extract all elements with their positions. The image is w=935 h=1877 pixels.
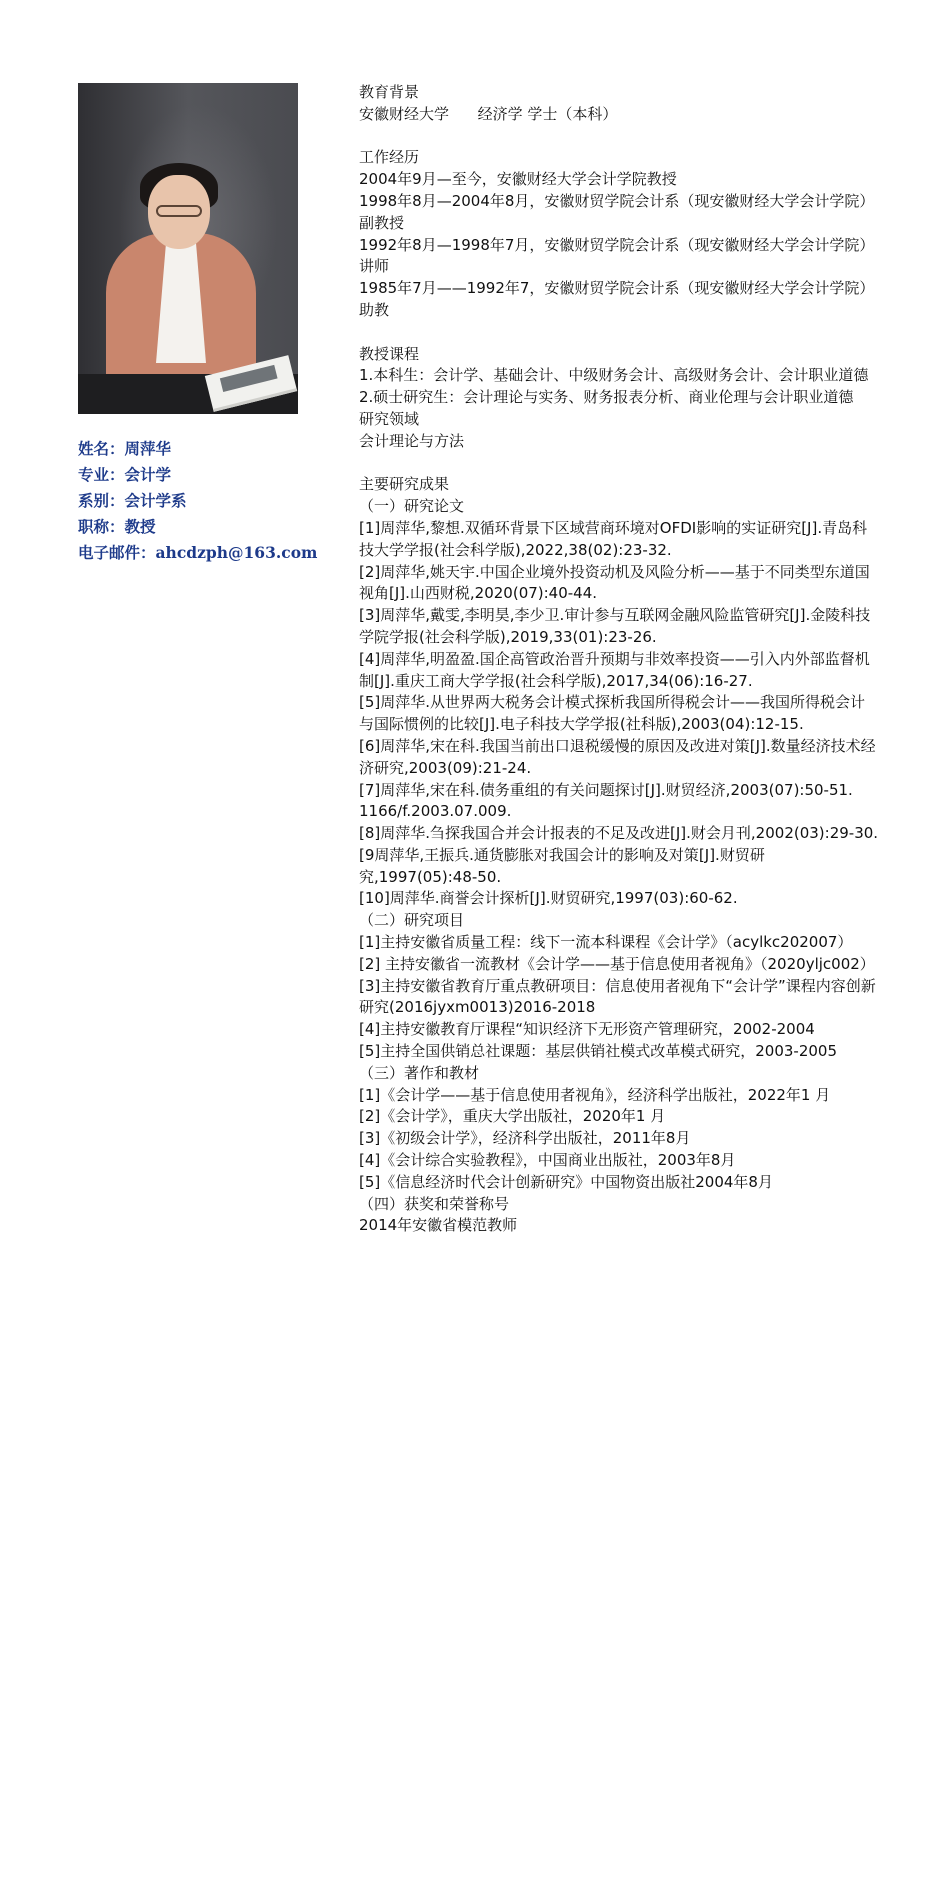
book-item: [4]《会计综合实验教程》，中国商业出版社，2003年8月 xyxy=(359,1151,736,1170)
paper-item: [10]周萍华.商誉会计探析[J].财贸研究,1997(03):60-62. xyxy=(359,889,738,908)
project-item: [3]主持安徽省教育厅重点教研项目：信息使用者视角下“会计学”课程内容创新研究(2016jyxm0013)2016-2018 xyxy=(359,976,876,1017)
research-line: 会计理论与方法 xyxy=(359,431,465,450)
courses-heading: 教授课程 xyxy=(359,344,420,363)
main-content xyxy=(359,82,879,1237)
education-heading: 教育背景 xyxy=(359,83,420,101)
book-item: [2]《会计学》，重庆大学出版社，2020年1 月 xyxy=(359,1107,666,1126)
paper-item: [8]周萍华.刍探我国合并会计报表的不足及改进[J].财会月刊,2002(03):29-30. xyxy=(359,824,879,843)
research-heading: 研究领域 xyxy=(359,409,420,428)
education-line: 安徽财经大学 经济学 学士（本科） xyxy=(359,104,618,123)
awards-heading: （四）获奖和荣誉称号 xyxy=(359,1194,510,1213)
course-item: 1.本科生：会计学、基础会计、中级财务会计、高级财务会计、会计职业道德 xyxy=(359,366,869,385)
projects-list xyxy=(359,932,879,1063)
books-heading: （三）著作和教材 xyxy=(359,1063,480,1082)
book-item: [5]《信息经济时代会计创新研究》中国物资出版社2004年8月 xyxy=(359,1172,773,1191)
work-list xyxy=(359,169,879,322)
paper-item: [4]周萍华,明盈盈.国企高管政治晋升预期与非效率投资——引入内外部监督机制[J].重庆工商大学学报(社会科学版),2017,34(06):16-27. xyxy=(359,649,870,690)
papers-list xyxy=(359,518,879,910)
books-list xyxy=(359,1085,879,1194)
paper-item: [9周萍华,王振兵.通货膨胀对我国会计的影响及对策[J].财贸研究,1997(05):48-50. xyxy=(359,845,765,886)
paper-item: [7]周萍华,宋在科.债务重组的有关问题探讨[J].财贸经济,2003(07):50-51. 1166/f.2003.07.009. xyxy=(359,780,853,821)
work-item: 2004年9月—至今，安徽财经大学会计学院教授 xyxy=(359,170,677,189)
papers-heading: （一）研究论文 xyxy=(359,497,465,516)
profile-info xyxy=(78,436,338,566)
info-major: 专业：会计学 xyxy=(78,465,172,484)
info-department: 系别：会计学系 xyxy=(78,491,187,510)
paper-item: [6]周萍华,宋在科.我国当前出口退税缓慢的原因及改进对策[J].数量经济技术经济研究,2003(09):21-24. xyxy=(359,736,876,777)
work-heading: 工作经历 xyxy=(359,148,420,167)
project-item: [5]主持全国供销总社课题：基层供销社模式改革模式研究，2003-2005 xyxy=(359,1042,838,1061)
projects-heading: （二）研究项目 xyxy=(359,911,465,930)
info-name: 姓名：周萍华 xyxy=(78,439,172,458)
email-link[interactable]: ahcdzph@163.com xyxy=(155,543,318,562)
project-item: [1]主持安徽省质量工程：线下一流本科课程《会计学》（acylkc202007） xyxy=(359,933,853,952)
work-item: 1992年8月—1998年7月，安徽财贸学院会计系（现安徽财经大学会计学院）讲师 xyxy=(359,235,875,276)
project-item: [2] 主持安徽省一流教材《会计学——基于信息使用者视角》（2020yljc002） xyxy=(359,954,875,973)
info-title: 职称：教授 xyxy=(78,517,156,536)
profile-sidebar xyxy=(78,83,338,566)
profile-photo xyxy=(78,83,298,414)
book-item: [3]《初级会计学》，经济科学出版社，2011年8月 xyxy=(359,1129,691,1148)
paper-item: [5]周萍华.从世界两大税务会计模式探析我国所得税会计——我国所得税会计与国际惯例的比较[J].电子科技大学学报(社科版),2003(04):12-15. xyxy=(359,693,866,734)
paper-item: [2]周萍华,姚天宇.中国企业境外投资动机及风险分析——基于不同类型东道国视角[J].山西财税,2020(07):40-44. xyxy=(359,562,870,603)
award-item: 2014年安徽省模范教师 xyxy=(359,1216,518,1235)
project-item: [4]主持安徽教育厅课程“知识经济下无形资产管理研究，2002-2004 xyxy=(359,1020,815,1039)
course-item: 2.硕士研究生：会计理论与实务、财务报表分析、商业伦理与会计职业道德 xyxy=(359,388,854,407)
achievements-heading: 主要研究成果 xyxy=(359,475,450,494)
work-item: 1985年7月——1992年7，安徽财贸学院会计系（现安徽财经大学会计学院）助教 xyxy=(359,279,875,319)
work-item: 1998年8月—2004年8月，安徽财贸学院会计系（现安徽财经大学会计学院）副教授 xyxy=(359,191,875,232)
paper-item: [3]周萍华,戴雯,李明昊,李少卫.审计参与互联网金融风险监管研究[J].金陵科技学院学报(社会科学版),2019,33(01):23-26. xyxy=(359,606,871,646)
info-email: 电子邮件：ahcdzph@163.com xyxy=(78,543,318,562)
book-item: [1]《会计学——基于信息使用者视角》，经济科学出版社，2022年1 月 xyxy=(359,1085,831,1104)
paper-item: [1]周萍华,黎想.双循环背景下区域营商环境对OFDI影响的实证研究[J].青岛科技大学学报(社会科学版),2022,38(02):23-32. xyxy=(359,518,868,559)
